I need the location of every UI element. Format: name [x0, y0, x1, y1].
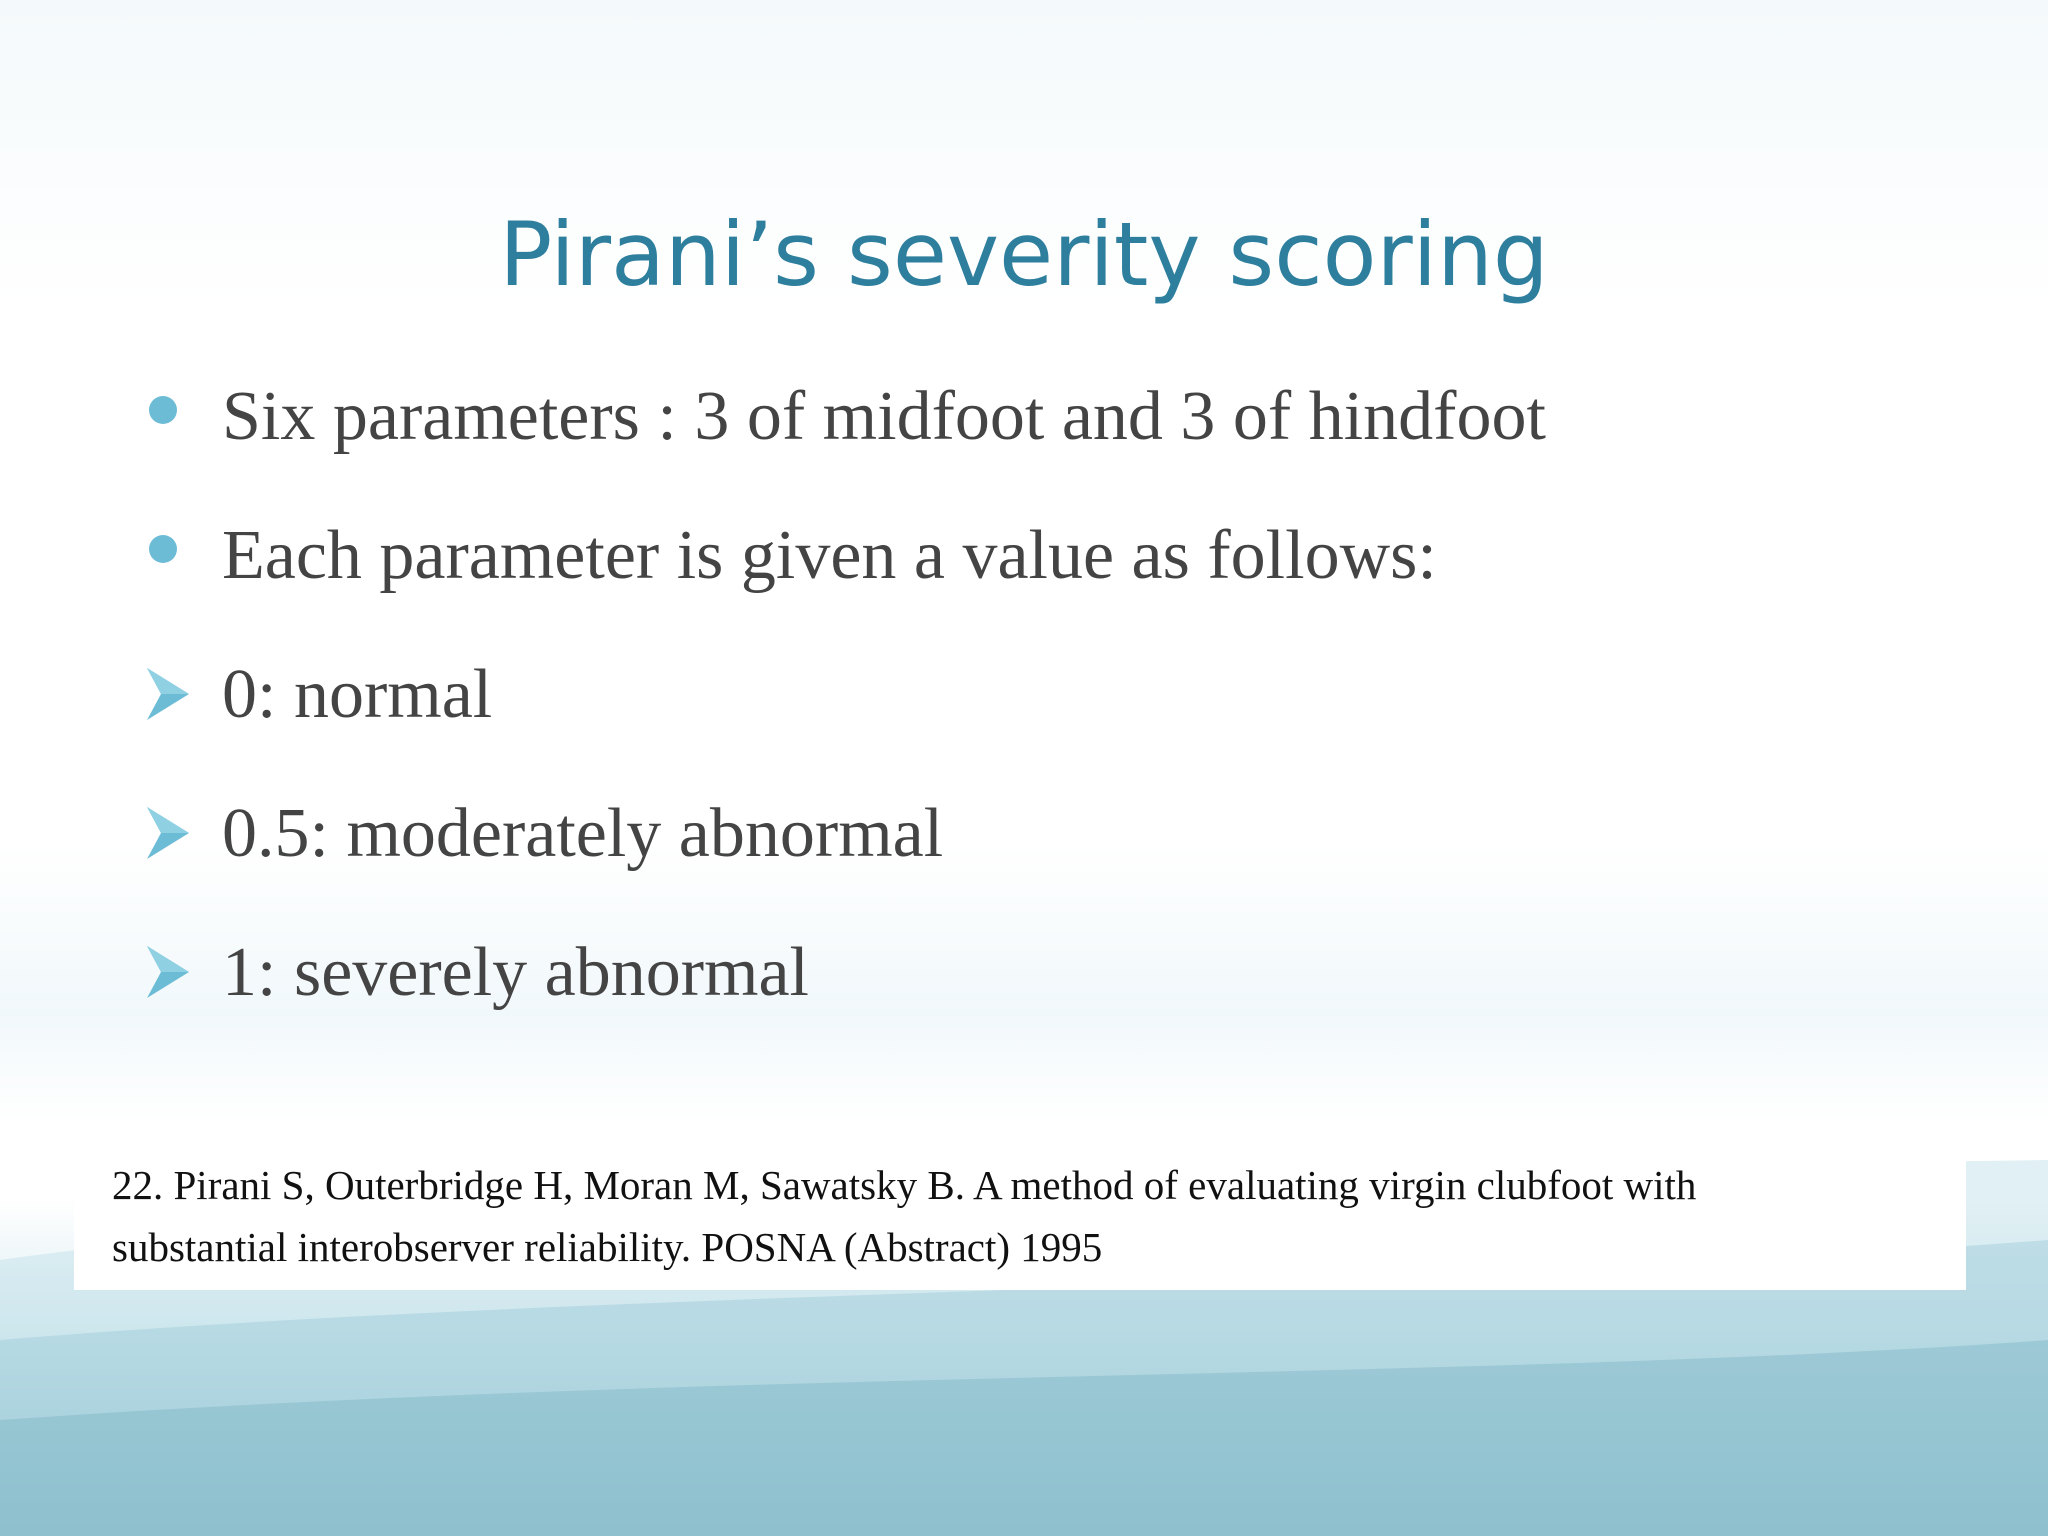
bullet-item [145, 360, 1965, 499]
bullet-list [145, 360, 1965, 1055]
arrow-bullet-icon [145, 664, 189, 724]
bullet-item [145, 777, 1965, 916]
bullet-item [145, 638, 1965, 777]
reference-line-1: 22. Pirani S, Outerbridge H, Moran M, Sawatsky B. A method of evaluating virgin clubfoot with [112, 1162, 1697, 1208]
slide-title: Pirani’s severity scoring [499, 203, 1549, 306]
bullet-text: 0.5: moderately abnormal [222, 795, 944, 872]
bullet-text: 0: normal [222, 656, 493, 733]
arrow-bullet-icon [145, 942, 189, 1002]
arrow-bullet-icon [145, 803, 189, 863]
bullet-item [145, 916, 1965, 1055]
bullet-item [145, 499, 1965, 638]
reference-line-2: substantial interobserver reliability. POSNA (Abstract) 1995 [112, 1224, 1103, 1270]
reference-citation-box [74, 1134, 1966, 1290]
bullet-text: Each parameter is given a value as follows: [222, 517, 1437, 594]
bullet-text: Six parameters : 3 of midfoot and 3 of hindfoot [222, 378, 1546, 455]
bullet-text: 1: severely abnormal [222, 934, 810, 1011]
circle-bullet-icon [149, 535, 177, 563]
circle-bullet-icon [149, 396, 177, 424]
